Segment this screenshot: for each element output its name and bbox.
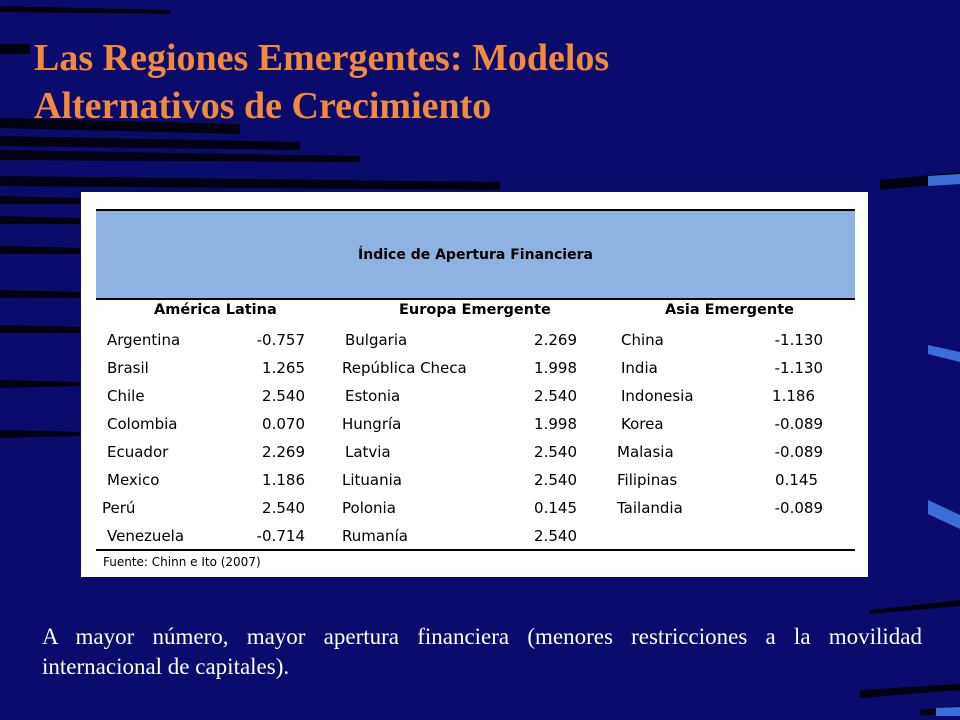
slide-note: A mayor número, mayor apertura financiera (menores restricciones a la movilidad internacional de capitales). xyxy=(42,624,922,679)
slide-title-line-2: Alternativos de Crecimiento xyxy=(34,85,492,127)
index-value: 2.540 xyxy=(262,499,305,517)
column-header-latin-america: América Latina xyxy=(154,302,277,318)
index-value: 2.540 xyxy=(534,471,577,489)
table-bottom-rule xyxy=(96,549,855,551)
index-value: -1.130 xyxy=(774,331,823,349)
country-name: Indonesia xyxy=(621,387,694,405)
column-header-emerging-asia: Asia Emergente xyxy=(665,302,794,318)
index-value: -0.714 xyxy=(256,527,305,545)
index-value: 1.186 xyxy=(262,471,305,489)
country-name: República Checa xyxy=(342,359,467,377)
country-name: Malasia xyxy=(617,443,674,461)
country-name: Brasil xyxy=(107,359,149,377)
country-name: Argentina xyxy=(107,331,181,349)
country-name: Filipinas xyxy=(617,471,678,489)
index-value: 1.998 xyxy=(534,415,577,433)
index-value: 2.540 xyxy=(534,387,577,405)
country-name: Venezuela xyxy=(107,527,185,545)
country-name: Mexico xyxy=(107,471,160,489)
country-name: Hungría xyxy=(342,415,402,433)
index-value: 1.186 xyxy=(772,387,815,405)
country-name: Chile xyxy=(107,387,145,405)
column-header-emerging-europe: Europa Emergente xyxy=(399,302,551,318)
index-value: 0.145 xyxy=(775,471,818,489)
country-name: Colombia xyxy=(107,415,178,433)
country-name: Polonia xyxy=(342,499,396,517)
index-value: -1.130 xyxy=(774,359,823,377)
country-name: China xyxy=(621,331,664,349)
index-value: 1.265 xyxy=(262,359,305,377)
slide-title-line-1: Las Regiones Emergentes: Modelos xyxy=(34,37,610,79)
country-name: Rumanía xyxy=(342,527,408,545)
index-value: -0.089 xyxy=(774,499,823,517)
index-value: 0.145 xyxy=(534,499,577,517)
index-value: 2.540 xyxy=(534,527,577,545)
index-value: 2.269 xyxy=(262,443,305,461)
index-value: 2.540 xyxy=(262,387,305,405)
country-name: India xyxy=(621,359,658,377)
index-value: 1.998 xyxy=(534,359,577,377)
country-name: Ecuador xyxy=(107,443,169,461)
index-value: 2.269 xyxy=(534,331,577,349)
financial-openness-table xyxy=(81,192,868,577)
country-name: Bulgaria xyxy=(345,331,408,349)
country-name: Korea xyxy=(621,415,664,433)
index-value: 2.540 xyxy=(534,443,577,461)
country-name: Estonia xyxy=(345,387,401,405)
slide-title xyxy=(34,34,934,130)
country-name: Perú xyxy=(102,499,136,517)
index-value: -0.089 xyxy=(774,443,823,461)
country-name: Latvia xyxy=(345,443,391,461)
table-source: Fuente: Chinn e Ito (2007) xyxy=(103,555,261,569)
country-name: Tailandia xyxy=(617,499,683,517)
index-value: 0.070 xyxy=(262,415,305,433)
index-value: -0.757 xyxy=(256,331,305,349)
table-title: Índice de Apertura Financiera xyxy=(96,209,855,300)
country-name: Lituania xyxy=(342,471,402,489)
index-value: -0.089 xyxy=(774,415,823,433)
